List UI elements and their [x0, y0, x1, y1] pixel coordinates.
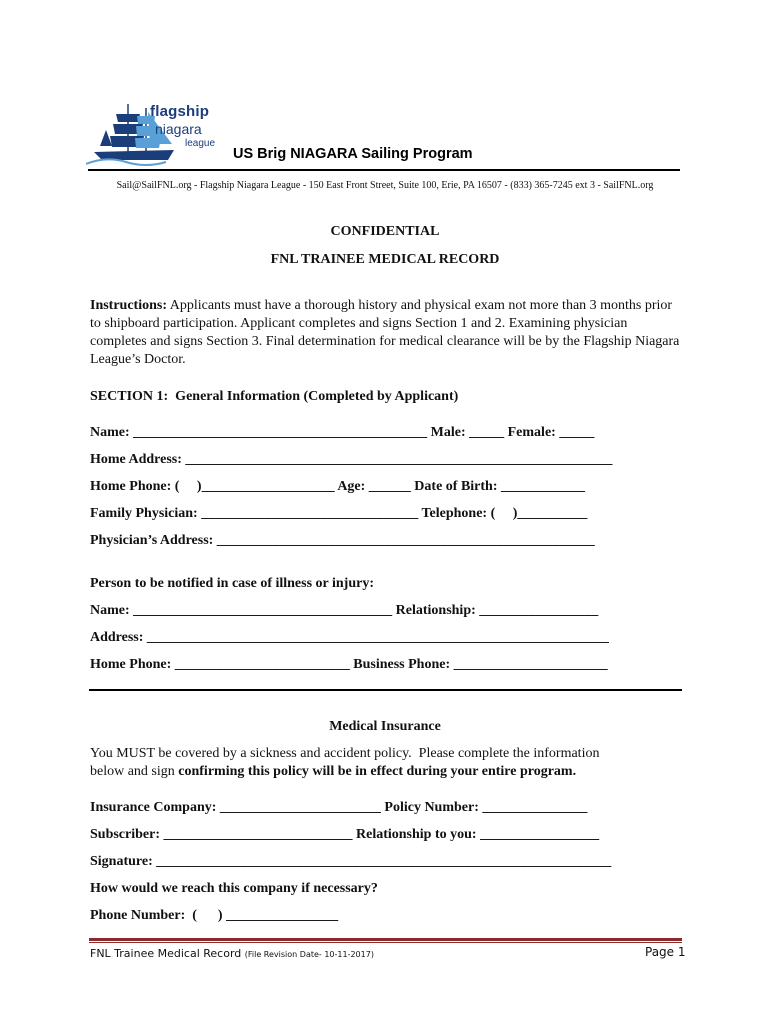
instructions-paragraph	[90, 297, 680, 369]
program-title: US Brig NIAGARA Sailing Program	[233, 146, 473, 162]
insurance-text-plain: below and sign	[90, 764, 179, 779]
header-divider	[88, 169, 680, 171]
physician-address-field[interactable]: Physician’s Address: ______________________________________________________	[90, 533, 595, 548]
section1-heading: SECTION 1: General Information (Completed by Applicant)	[90, 389, 459, 404]
footer-document-name	[90, 947, 374, 960]
footer-divider-thick	[89, 938, 682, 941]
home-phone-field[interactable]: Home Phone: ( )___________________ Age: ______ Date of Birth: ____________	[90, 479, 586, 494]
footer-divider-thin	[89, 942, 682, 943]
section-divider	[89, 689, 682, 691]
emergency-name-field[interactable]: Name: _____________________________________ Relationship: _________________	[90, 603, 599, 618]
emergency-phones-field[interactable]: Home Phone: _________________________ Business Phone: ______________________	[90, 657, 608, 672]
instructions-label: Instructions:	[90, 298, 168, 313]
footer-title: FNL Trainee Medical Record	[90, 947, 242, 960]
emergency-heading: Person to be notified in case of illness or injury:	[90, 576, 375, 591]
record-title: FNL TRAINEE MEDICAL RECORD	[270, 252, 500, 267]
logo-text-league: league	[185, 138, 216, 149]
logo-text-niagara: niagara	[155, 121, 202, 137]
insurance-text-bold: confirming this policy will be in effect during your entire program.	[178, 764, 577, 779]
insurance-text-line1: You MUST be covered by a sickness and accident policy. Please complete the information	[90, 746, 600, 761]
reach-company-question: How would we reach this company if necessary?	[90, 881, 378, 896]
page-number: Page 1	[645, 945, 686, 959]
signature-field[interactable]: Signature: _________________________________________________________________	[90, 854, 612, 869]
applicant-name-field[interactable]: Name: __________________________________________ Male: _____ Female: _____	[90, 425, 595, 440]
logo-text-flagship: flagship	[150, 103, 210, 120]
instructions-text: Applicants must have a thorough history and physical exam not more than 3 months prior to shipboard participation. Applicant completes and signs Section 1 and 2. Examining physician completes and signs Section 3. Final determination for medical clearance will be by the Flagship Niagara League’s Doctor.	[90, 298, 680, 367]
family-physician-field[interactable]: Family Physician: _______________________________ Telephone: ( )__________	[90, 506, 588, 521]
insurance-heading: Medical Insurance	[329, 719, 441, 734]
insurance-company-field[interactable]: Insurance Company: _______________________ Policy Number: _______________	[90, 800, 588, 815]
confidential-title: CONFIDENTIAL	[330, 224, 440, 239]
emergency-address-field[interactable]: Address: __________________________________________________________________	[90, 630, 609, 645]
contact-address: Sail@SailFNL.org - Flagship Niagara League - 150 East Front Street, Suite 100, Erie, PA 16507 - (833) 365-7245 ext 3 - SailFNL.org	[116, 180, 654, 191]
insurance-text-line2	[90, 764, 576, 780]
subscriber-field[interactable]: Subscriber: ___________________________ Relationship to you: _________________	[90, 827, 600, 842]
footer-revision: (File Revision Date- 10-11-2017)	[244, 950, 374, 959]
insurance-phone-field[interactable]: Phone Number: ( ) ________________	[90, 908, 339, 923]
home-address-field[interactable]: Home Address: _____________________________________________________________	[90, 452, 613, 467]
